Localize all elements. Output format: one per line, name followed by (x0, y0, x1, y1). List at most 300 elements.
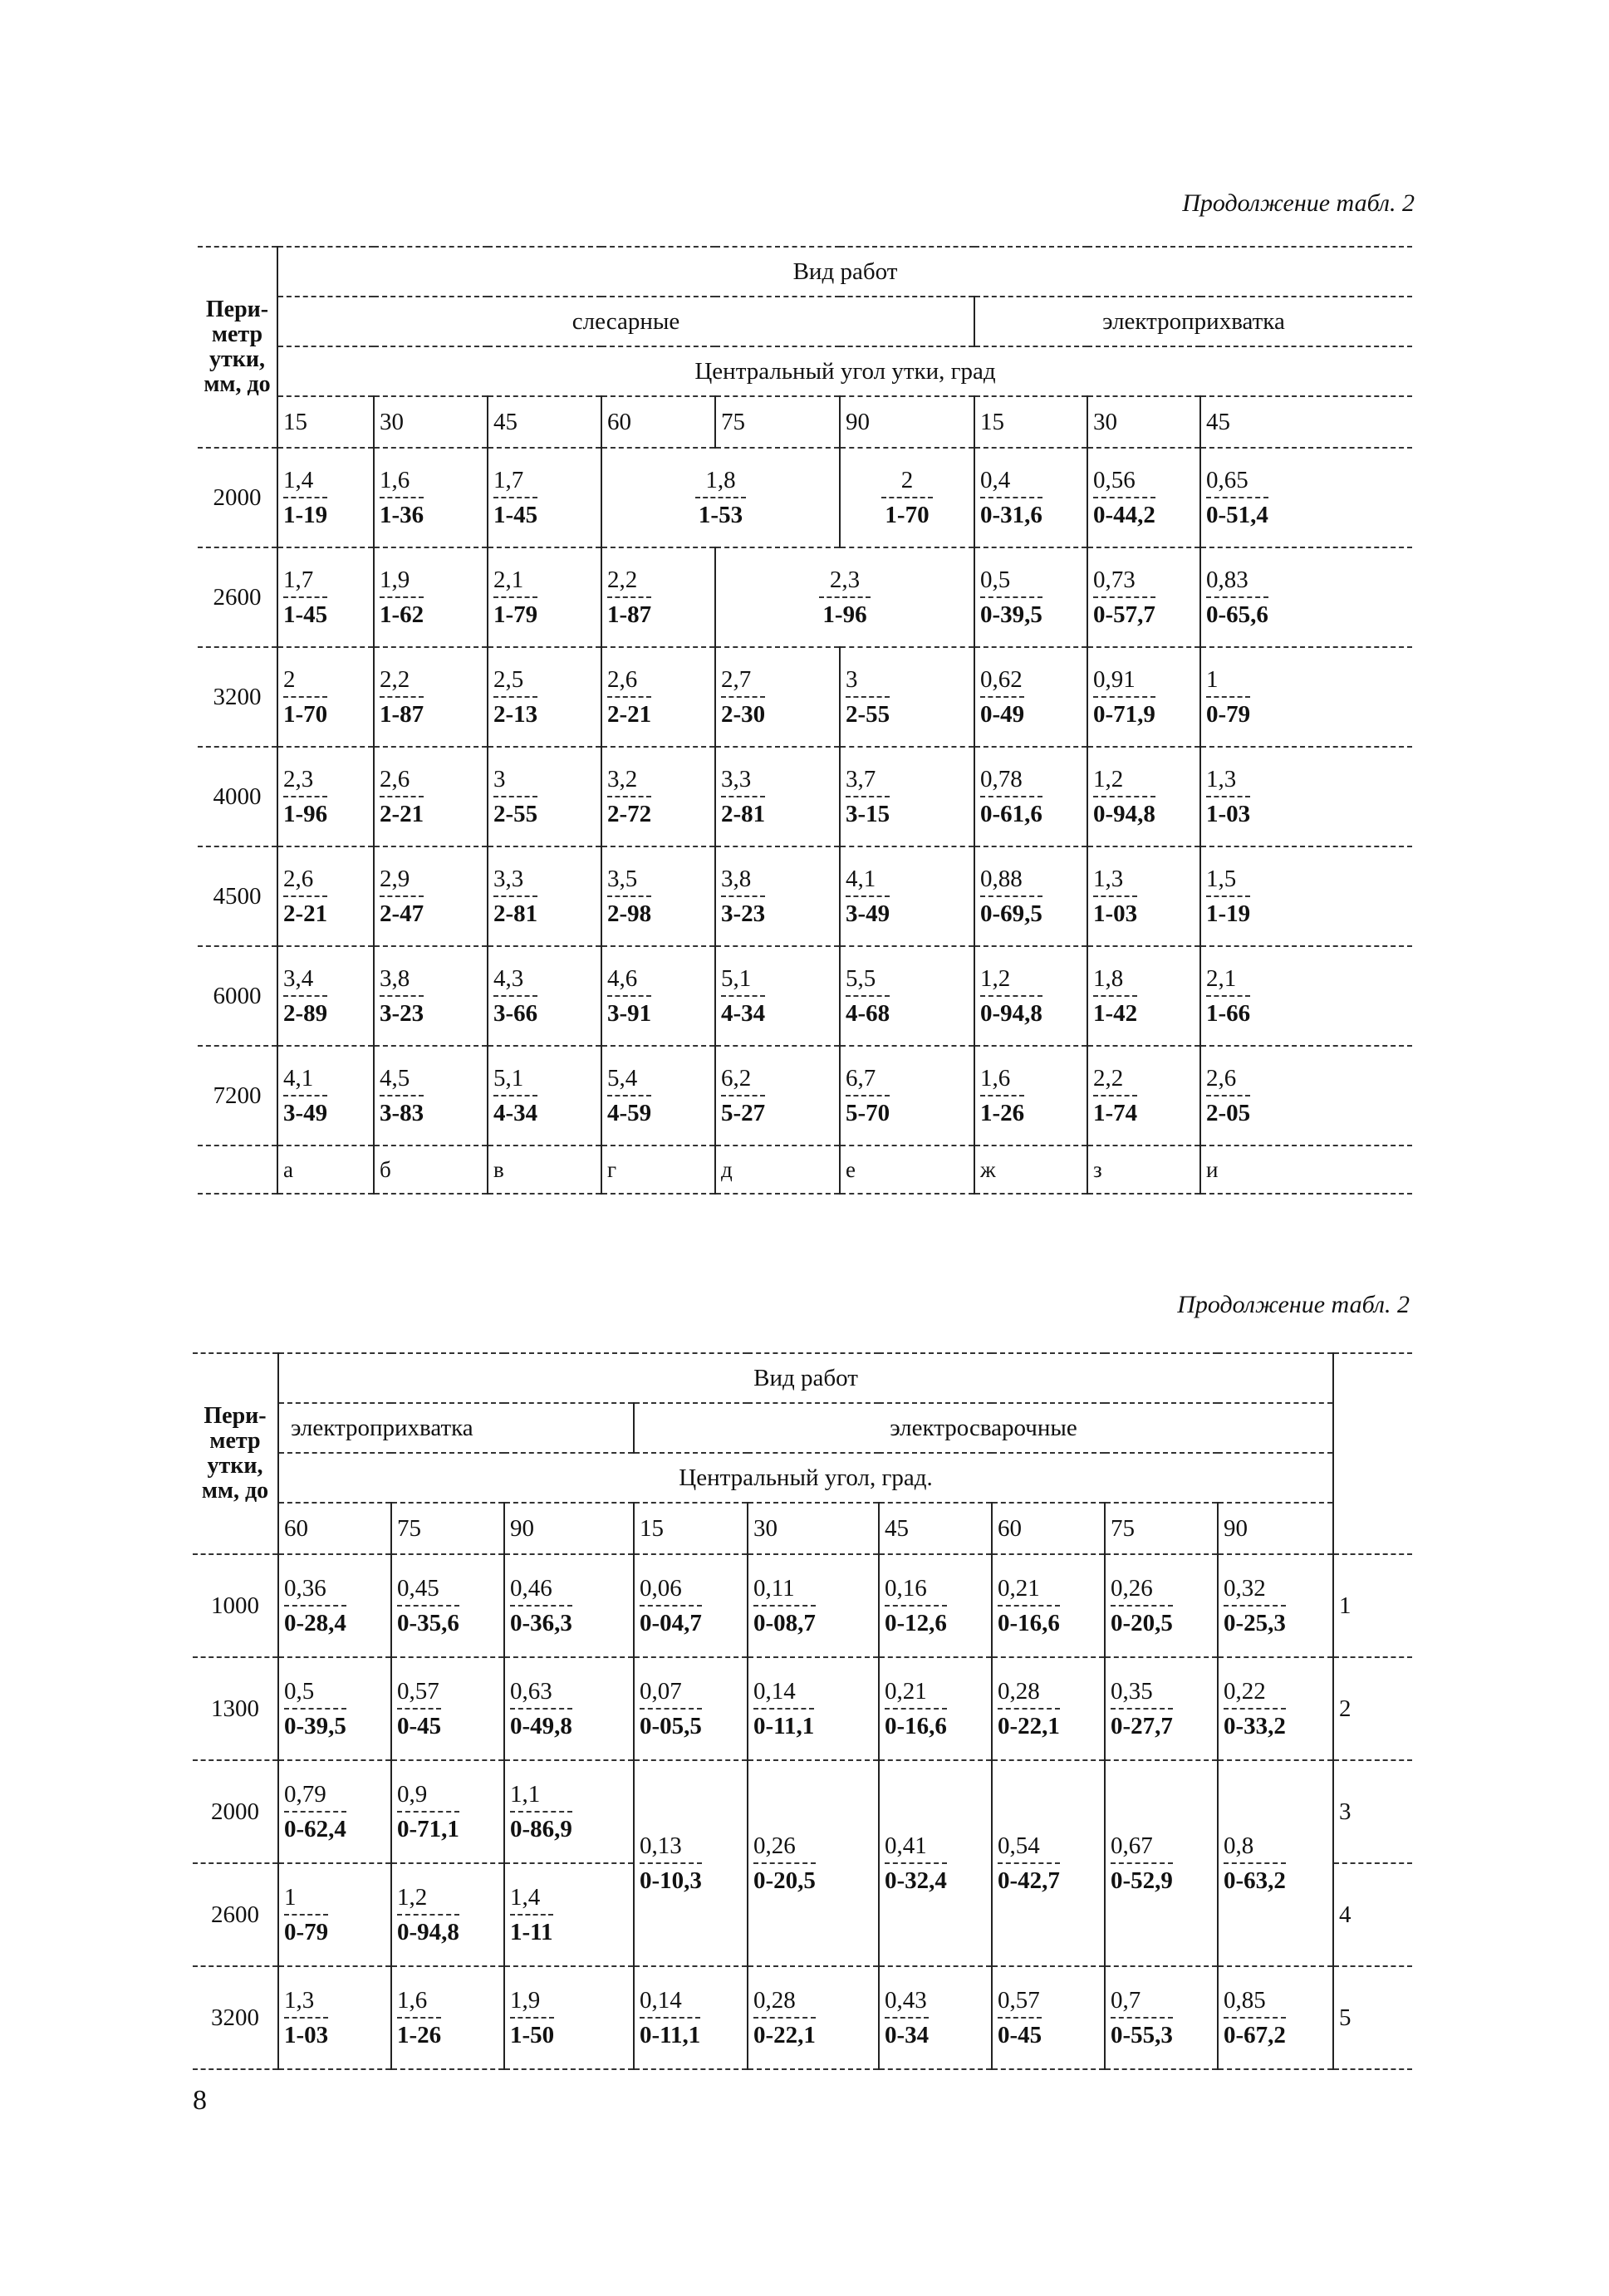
fraction-numerator: 0,22 (1224, 1678, 1266, 1705)
column-letter: з (1087, 1146, 1200, 1194)
fraction (721, 764, 765, 829)
fraction-numerator: 3,8 (721, 866, 752, 892)
fraction-denominator: 1-26 (980, 1095, 1024, 1128)
fraction-denominator: 1-87 (380, 696, 424, 729)
fraction-denominator: 1-70 (881, 497, 932, 530)
fraction (1093, 964, 1137, 1028)
data-cell (488, 846, 601, 946)
angle-cell: 75 (1105, 1503, 1218, 1554)
data-cell (840, 1046, 974, 1146)
fraction-numerator: 1 (284, 1884, 297, 1911)
data-cell (278, 1863, 391, 1966)
fraction-denominator: 0-20,5 (1111, 1605, 1173, 1638)
data-cell (748, 1966, 879, 2069)
fraction-denominator: 1-66 (1206, 995, 1250, 1028)
fraction (1093, 1063, 1137, 1128)
data-cell (992, 1657, 1105, 1760)
fraction-denominator: 2-21 (607, 696, 651, 729)
fraction-denominator: 0-45 (998, 2017, 1042, 2050)
data-cell (277, 846, 374, 946)
column-letter: ж (974, 1146, 1087, 1194)
data-cell (715, 1046, 840, 1146)
fraction (1093, 565, 1155, 630)
row-number: 5 (1333, 1966, 1412, 2069)
fraction-numerator: 2 (283, 666, 296, 693)
data-cell (1105, 1657, 1218, 1760)
fraction-numerator: 6,7 (846, 1065, 876, 1092)
fraction-denominator: 0-65,6 (1206, 596, 1268, 630)
data-cell (488, 448, 601, 547)
fraction-numerator: 0,07 (640, 1678, 682, 1705)
fraction (1206, 1063, 1250, 1128)
row-number: 2 (1333, 1657, 1412, 1760)
page-number: 8 (193, 2085, 207, 2116)
fraction-denominator: 0-55,3 (1111, 2017, 1173, 2050)
fraction-denominator: 0-62,4 (284, 1811, 346, 1844)
fraction-denominator: 2-47 (380, 895, 424, 929)
fraction-denominator: 0-61,6 (980, 796, 1042, 829)
fraction (998, 1676, 1060, 1741)
table-row (198, 846, 1412, 946)
angle-cell: 90 (1218, 1503, 1333, 1554)
column-letter: б (374, 1146, 488, 1194)
table-row (198, 448, 1412, 547)
fraction-denominator: 0-94,8 (1093, 796, 1155, 829)
fraction-denominator: 0-25,3 (1224, 1605, 1286, 1638)
fraction-denominator: 2-21 (283, 895, 327, 929)
fraction (885, 1676, 947, 1741)
fraction-numerator: 0,06 (640, 1575, 682, 1602)
fraction (1111, 1985, 1173, 2050)
table-continuation-2 (193, 1352, 1412, 2070)
data-cell (1218, 1554, 1333, 1657)
table-row (198, 547, 1412, 647)
angle-cell: 75 (715, 396, 840, 448)
perimeter-value: 2600 (193, 1863, 278, 1966)
fraction-denominator: 0-22,1 (998, 1708, 1060, 1741)
fraction-numerator: 1,9 (380, 567, 410, 593)
fraction-denominator: 1-19 (283, 497, 327, 530)
fraction-numerator: 0,11 (753, 1575, 795, 1602)
fraction (721, 964, 765, 1028)
perimeter-value: 2000 (198, 448, 277, 547)
perimeter-value: 2600 (198, 547, 277, 647)
fraction-denominator: 0-35,6 (397, 1605, 459, 1638)
fraction-numerator: 2,3 (283, 766, 314, 792)
table-continuation-1 (198, 246, 1412, 1195)
fraction (284, 1779, 346, 1844)
data-cell (391, 1554, 504, 1657)
perimeter-value: 1000 (193, 1554, 278, 1657)
data-cell (374, 448, 488, 547)
data-cell (1200, 747, 1412, 846)
data-cell (974, 747, 1087, 846)
angle-cell: 45 (1200, 396, 1412, 448)
fraction (607, 964, 651, 1028)
table-row (193, 1966, 1412, 2069)
data-cell (374, 1046, 488, 1146)
fraction-numerator: 0,63 (510, 1678, 552, 1705)
angle-header: Центральный угол, град. (278, 1453, 1333, 1503)
fraction (980, 565, 1042, 630)
fraction (980, 465, 1042, 530)
fraction-denominator: 0-33,2 (1224, 1708, 1286, 1741)
data-cell (277, 547, 374, 647)
fraction-denominator: 5-27 (721, 1095, 765, 1128)
fraction (846, 964, 890, 1028)
data-cell (277, 448, 374, 547)
data-cell (992, 1554, 1105, 1657)
fraction-denominator: 3-23 (721, 895, 765, 929)
row-number: 4 (1333, 1863, 1412, 1966)
perimeter-value: 3200 (198, 647, 277, 747)
data-cell (715, 647, 840, 747)
fraction-numerator: 0,26 (1111, 1575, 1153, 1602)
fraction-numerator: 1,6 (980, 1065, 1011, 1092)
fraction-numerator: 0,79 (284, 1781, 326, 1808)
fraction-numerator: 1,9 (510, 1987, 541, 2014)
perimeter-value: 3200 (193, 1966, 278, 2069)
fraction-numerator: 3,4 (283, 965, 314, 992)
angle-cell: 15 (974, 396, 1087, 448)
fraction-numerator: 0,85 (1224, 1987, 1266, 2014)
fraction-denominator: 1-19 (1206, 895, 1250, 929)
fraction-numerator: 0,56 (1093, 467, 1136, 493)
fraction (380, 864, 424, 929)
fraction (1206, 465, 1268, 530)
angle-cell: 60 (278, 1503, 391, 1554)
table-row (198, 1046, 1412, 1146)
data-cell (488, 1046, 601, 1146)
fraction-numerator: 0,9 (397, 1781, 428, 1808)
angle-cell: 90 (840, 396, 974, 448)
fraction-numerator: 0,45 (397, 1575, 439, 1602)
fraction (284, 1882, 328, 1947)
fraction (283, 864, 327, 929)
fraction-numerator: 2,1 (493, 567, 524, 593)
data-cell (278, 1760, 391, 1863)
data-cell (1200, 1046, 1412, 1146)
fraction (397, 1779, 459, 1844)
fraction-numerator: 1,2 (980, 965, 1011, 992)
fraction-denominator: 1-42 (1093, 995, 1137, 1028)
angle-cell: 60 (601, 396, 715, 448)
fraction-numerator: 3,2 (607, 766, 638, 792)
fraction-denominator: 0-45 (397, 1708, 441, 1741)
data-cell (504, 1554, 634, 1657)
fraction-denominator: 1-45 (493, 497, 537, 530)
fraction (493, 764, 537, 829)
fraction-numerator: 1,4 (283, 467, 314, 493)
fraction (998, 1985, 1042, 2050)
fraction-numerator: 0,7 (1111, 1987, 1141, 2014)
fraction-denominator: 0-79 (1206, 696, 1250, 729)
fraction (493, 465, 537, 530)
fraction-numerator: 1,3 (284, 1987, 315, 2014)
data-cell (277, 946, 374, 1046)
fraction-denominator: 3-23 (380, 995, 424, 1028)
fraction (846, 1063, 890, 1128)
fraction-denominator: 1-11 (510, 1914, 553, 1947)
fraction-numerator: 3 (846, 666, 858, 693)
table-row (198, 747, 1412, 846)
table-row (193, 1554, 1412, 1657)
data-cell (391, 1863, 504, 1966)
fraction (885, 1831, 947, 1896)
fraction (980, 764, 1042, 829)
fraction-numerator: 0,14 (640, 1987, 682, 2014)
data-cell (974, 448, 1087, 547)
row-number-header (1333, 1353, 1412, 1554)
data-cell (488, 946, 601, 1046)
fraction (640, 1831, 702, 1896)
group-electrosvarochnye: электросварочные (634, 1403, 1333, 1453)
fraction-numerator: 2 (900, 467, 914, 493)
data-cell (1105, 1760, 1218, 1966)
fraction (1224, 1676, 1286, 1741)
fraction-denominator: 1-03 (284, 2017, 328, 2050)
data-cell (278, 1657, 391, 1760)
fraction (885, 1573, 947, 1638)
data-cell (504, 1863, 634, 1966)
fraction-numerator: 1,4 (510, 1884, 541, 1911)
fraction (1206, 565, 1268, 630)
fraction (283, 764, 327, 829)
fraction-denominator: 0-51,4 (1206, 497, 1268, 530)
fraction-denominator: 0-12,6 (885, 1605, 947, 1638)
fraction (510, 1985, 554, 2050)
data-cell (992, 1966, 1105, 2069)
data-cell (992, 1760, 1105, 1966)
fraction (510, 1676, 572, 1741)
data-cell (974, 1046, 1087, 1146)
fraction (284, 1573, 346, 1638)
data-cell (391, 1760, 504, 1863)
fraction-denominator: 0-08,7 (753, 1605, 816, 1638)
fraction (885, 1985, 929, 2050)
data-cell (748, 1554, 879, 1657)
data-cell (1087, 647, 1200, 747)
data-cell (974, 946, 1087, 1046)
fraction-numerator: 1,7 (493, 467, 524, 493)
data-cell (634, 1554, 748, 1657)
fraction-numerator: 0,57 (998, 1987, 1040, 2014)
fraction-numerator: 2,7 (721, 666, 752, 693)
fraction (493, 964, 537, 1028)
perimeter-header: Пери- метр утки, мм, до (193, 1353, 278, 1554)
table-row (193, 1760, 1412, 1863)
fraction-numerator: 0,26 (753, 1832, 796, 1859)
fraction-numerator: 2,6 (380, 766, 410, 792)
fraction-denominator: 2-89 (283, 995, 327, 1028)
fraction (1093, 465, 1155, 530)
fraction-denominator: 0-86,9 (510, 1811, 572, 1844)
row-number: 1 (1333, 1554, 1412, 1657)
fraction (846, 864, 890, 929)
fraction-numerator: 3,7 (846, 766, 876, 792)
fraction-denominator: 2-81 (493, 895, 537, 929)
fraction-numerator: 0,91 (1093, 666, 1136, 693)
fraction-denominator: 3-91 (607, 995, 651, 1028)
fraction (753, 1831, 816, 1896)
data-cell (1200, 946, 1412, 1046)
fraction (283, 465, 327, 530)
fraction-denominator: 4-59 (607, 1095, 651, 1128)
fraction-denominator: 0-34 (885, 2017, 929, 2050)
angle-cell: 30 (748, 1503, 879, 1554)
fraction-denominator: 0-10,3 (640, 1862, 702, 1896)
fraction (1111, 1676, 1173, 1741)
data-cell (879, 1966, 992, 2069)
fraction-numerator: 0,65 (1206, 467, 1248, 493)
fraction-numerator: 2,6 (1206, 1065, 1237, 1092)
fraction-denominator: 0-79 (284, 1914, 328, 1947)
fraction-denominator: 1-70 (283, 696, 327, 729)
angle-cell: 60 (992, 1503, 1105, 1554)
fraction-numerator: 0,36 (284, 1575, 326, 1602)
data-cell (374, 846, 488, 946)
fraction-denominator: 0-11,1 (640, 2017, 700, 2050)
angle-cell: 15 (634, 1503, 748, 1554)
fraction-denominator: 1-79 (493, 596, 537, 630)
data-cell (601, 846, 715, 946)
perimeter-header: Пери- метр утки, мм, до (198, 247, 277, 448)
fraction (380, 565, 424, 630)
data-cell (1087, 946, 1200, 1046)
data-cell (1087, 1046, 1200, 1146)
fraction (1206, 764, 1250, 829)
fraction-denominator: 0-04,7 (640, 1605, 702, 1638)
perimeter-value: 4000 (198, 747, 277, 846)
fraction-denominator: 0-16,6 (885, 1708, 947, 1741)
data-cell (504, 1760, 634, 1863)
fraction-denominator: 2-81 (721, 796, 765, 829)
fraction-denominator: 3-49 (846, 895, 890, 929)
fraction-numerator: 1,3 (1093, 866, 1124, 892)
fraction-denominator: 3-66 (493, 995, 537, 1028)
fraction-numerator: 4,1 (283, 1065, 314, 1092)
fraction-denominator: 0-36,3 (510, 1605, 572, 1638)
fraction-numerator: 3,5 (607, 866, 638, 892)
fraction-numerator: 2,9 (380, 866, 410, 892)
fraction-numerator: 0,43 (885, 1987, 927, 2014)
fraction (1224, 1831, 1286, 1896)
fraction-denominator: 2-98 (607, 895, 651, 929)
fraction-denominator: 0-52,9 (1111, 1862, 1173, 1896)
fraction (1224, 1985, 1286, 2050)
data-cell (488, 547, 601, 647)
fraction (980, 1063, 1024, 1128)
work-type-header: Вид работ (277, 247, 1412, 297)
fraction-numerator: 4,6 (607, 965, 638, 992)
fraction (607, 665, 651, 729)
fraction-denominator: 0-11,1 (753, 1708, 814, 1741)
group-electroprikhvatka: электроприхватка (278, 1403, 634, 1453)
fraction-denominator: 0-44,2 (1093, 497, 1155, 530)
fraction (284, 1985, 328, 2050)
data-cell (840, 647, 974, 747)
fraction-numerator: 0,67 (1111, 1832, 1153, 1859)
fraction-numerator: 2,2 (380, 666, 410, 693)
fraction-numerator: 0,14 (753, 1678, 796, 1705)
column-letter: д (715, 1146, 840, 1194)
fraction-denominator: 3-49 (283, 1095, 327, 1128)
angle-cell: 15 (277, 396, 374, 448)
data-cell (1200, 846, 1412, 946)
fraction-denominator: 0-39,5 (284, 1708, 346, 1741)
fraction-denominator: 1-53 (695, 497, 746, 530)
fraction-numerator: 0,16 (885, 1575, 927, 1602)
fraction-denominator: 0-94,8 (980, 995, 1042, 1028)
angle-cell: 45 (879, 1503, 992, 1554)
angle-cell: 90 (504, 1503, 634, 1554)
fraction-numerator: 0,8 (1224, 1832, 1254, 1859)
fraction (380, 465, 424, 530)
fraction-denominator: 4-34 (721, 995, 765, 1028)
fraction (283, 1063, 327, 1128)
data-cell (601, 547, 715, 647)
fraction-denominator: 0-28,4 (284, 1605, 346, 1638)
fraction (998, 1573, 1060, 1638)
angle-cell: 75 (391, 1503, 504, 1554)
data-cell (748, 1760, 879, 1966)
fraction (721, 864, 765, 929)
fraction (397, 1985, 441, 2050)
table-row (198, 946, 1412, 1046)
fraction-denominator: 2-55 (846, 696, 890, 729)
fraction-numerator: 3,8 (380, 965, 410, 992)
fraction-numerator: 0,5 (980, 567, 1011, 593)
fraction-denominator: 1-45 (283, 596, 327, 630)
data-cell (504, 1657, 634, 1760)
fraction (607, 1063, 651, 1128)
column-letter: в (488, 1146, 601, 1194)
table-1-body (198, 448, 1412, 1146)
data-cell (715, 547, 974, 647)
fraction-numerator: 2,5 (493, 666, 524, 693)
data-cell (277, 647, 374, 747)
fraction-denominator: 0-94,8 (397, 1914, 459, 1947)
fraction (607, 864, 651, 929)
fraction-denominator: 4-68 (846, 995, 890, 1028)
data-cell (1087, 547, 1200, 647)
fraction-numerator: 2,2 (1093, 1065, 1124, 1092)
fraction (695, 465, 746, 530)
fraction-denominator: 0-42,7 (998, 1862, 1060, 1896)
fraction-numerator: 0,4 (980, 467, 1011, 493)
fraction (846, 764, 890, 829)
fraction (1093, 764, 1155, 829)
data-cell (374, 946, 488, 1046)
fraction-denominator: 2-05 (1206, 1095, 1250, 1128)
fraction-numerator: 3 (493, 766, 506, 792)
fraction-numerator: 0,46 (510, 1575, 552, 1602)
fraction-numerator: 0,5 (284, 1678, 315, 1705)
fraction-numerator: 1,8 (1093, 965, 1124, 992)
fraction-denominator: 2-21 (380, 796, 424, 829)
fraction (721, 1063, 765, 1128)
data-cell (1105, 1554, 1218, 1657)
fraction-denominator: 3-15 (846, 796, 890, 829)
fraction-denominator: 0-57,7 (1093, 596, 1155, 630)
fraction (640, 1985, 700, 2050)
fraction-denominator: 0-71,1 (397, 1811, 459, 1844)
fraction-numerator: 1,7 (283, 567, 314, 593)
fraction-numerator: 1,2 (397, 1884, 428, 1911)
data-cell (634, 1760, 748, 1966)
fraction-denominator: 0-16,6 (998, 1605, 1060, 1638)
data-cell (504, 1966, 634, 2069)
